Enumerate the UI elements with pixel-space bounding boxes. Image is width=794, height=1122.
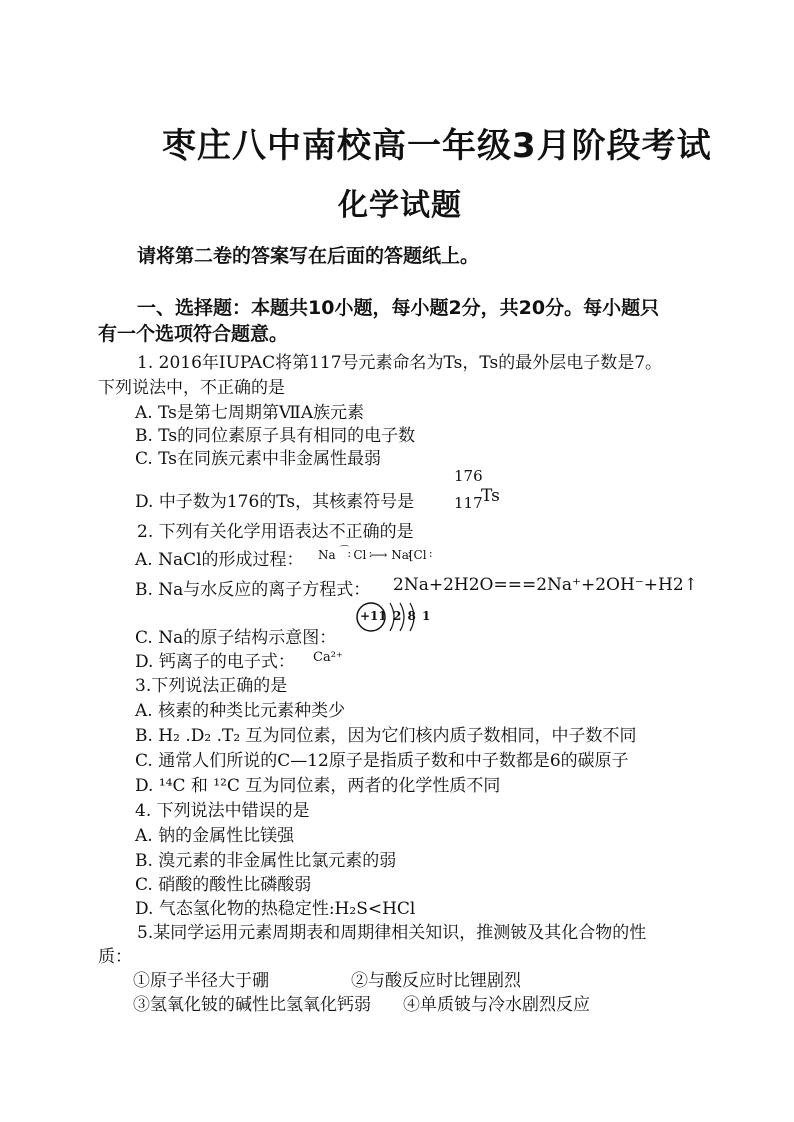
question-5-stem: 5.某同学运用元素周期表和周期律相关知识，推测铍及其化合物的性	[137, 923, 647, 943]
product-chloride: : Cl :	[414, 548, 427, 562]
section-heading: 一、选择题：本题共10小题，每小题2分，共20分。每小题只	[137, 297, 660, 319]
calcium-ion: Ca²⁺	[313, 650, 343, 665]
ionic-equation: 2Na+2H2O===2Na⁺+2OH⁻+H2↑	[393, 575, 698, 595]
nuclide-atomic-number: 117	[454, 494, 483, 512]
question-2-stem: 2. 下列有关化学用语表达不正确的是	[137, 522, 414, 542]
question-3-option-a: A. 核素的种类比元素种类少	[135, 701, 346, 721]
question-1-option-b: B. Ts的同位素原子具有相同的电子数	[135, 426, 416, 446]
question-4-option-b: B. 溴元素的非金属性比氯元素的弱	[135, 851, 397, 871]
question-3-option-b: B. H₂ .D₂ .T₂ 互为同位素，因为它们核内质子数相同，中子数不同	[135, 726, 637, 746]
atomic-structure-diagram	[355, 600, 431, 638]
question-4-stem: 4. 下列说法中错误的是	[135, 801, 310, 821]
question-2-option-d: D. 钙离子的电子式：	[135, 652, 295, 672]
question-5-item-4: ④单质铍与冷水剧烈反应	[403, 995, 590, 1015]
question-5-item-3: ③氢氧化铍的碱性比氢氧化钙弱	[133, 995, 371, 1015]
question-2-option-c: C. Na的原子结构示意图：	[135, 628, 337, 648]
nuclide-symbol: Ts	[481, 486, 500, 506]
question-4-option-c: C. 硝酸的酸性比磷酸弱	[135, 875, 312, 895]
nucleus-charge: +11	[360, 609, 387, 623]
chlorine-symbol: : Cl :	[353, 548, 366, 562]
shell-electrons: 2 8 1	[393, 609, 431, 623]
nuclide-mass-number: 176	[454, 467, 483, 485]
nacl-formation-diagram: Na ⌒ : Cl : ⟶ Na[: Cl :	[318, 547, 427, 562]
question-3-option-c: C. 通常人们所说的C—12原子是指质子数和中子数都是6的碳原子	[135, 751, 629, 771]
page-title: 枣庄八中南校高一年级3月阶段考试	[162, 126, 712, 166]
question-2-option-b: B. Na与水反应的离子方程式：	[135, 580, 371, 600]
page-subtitle: 化学试题	[338, 188, 462, 223]
question-4-option-a: A. 钠的金属性比镁强	[135, 826, 295, 846]
question-3-option-d: D. ¹⁴C 和 ¹²C 互为同位素，两者的化学性质不同	[135, 776, 501, 796]
product-sodium: Na	[391, 548, 409, 562]
question-4-option-d: D. 气态氢化物的热稳定性:H₂S<HCl	[135, 899, 416, 919]
question-1-stem: 1. 2016年IUPAC将第117号元素命名为Ts，Ts的最外层电子数是7。	[137, 353, 663, 373]
question-1-option-d: D. 中子数为176的Ts，其核素符号是	[135, 492, 415, 512]
question-1-option-a: A. Ts是第七周期第ⅦA族元素	[135, 403, 365, 423]
question-5-item-1: ①原子半径大于硼	[133, 971, 269, 991]
reaction-arrow: ⟶	[370, 548, 388, 562]
electron-transfer-arrow-icon: ⌒	[339, 546, 350, 557]
question-5-stem-line2: 质：	[98, 947, 132, 967]
question-1-option-c: C. Ts在同族元素中非金属性最弱	[135, 449, 382, 469]
question-3-stem: 3.下列说法正确的是	[135, 676, 288, 696]
question-2-option-a: A. NaCl的形成过程：	[135, 550, 304, 570]
sodium-symbol: Na	[318, 548, 336, 562]
instruction-text: 请将第二卷的答案写在后面的答题纸上。	[137, 245, 480, 267]
section-heading-line2: 有一个选项符合题意。	[98, 323, 289, 345]
question-1-stem-line2: 下列说法中，不正确的是	[98, 378, 285, 398]
question-5-item-2: ②与酸反应时比锂剧烈	[351, 971, 521, 991]
